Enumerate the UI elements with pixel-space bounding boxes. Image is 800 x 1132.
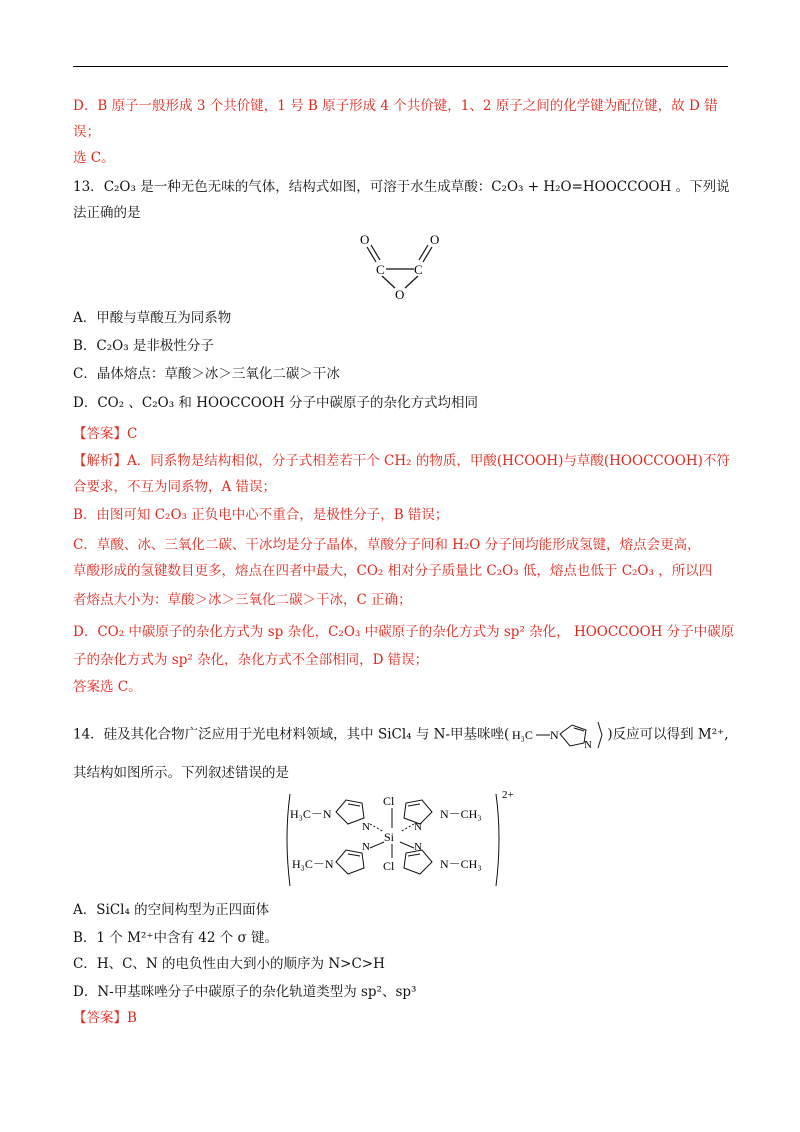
q13-stem-line1 (73, 177, 730, 197)
q13-option-d: D．CO₂ 、C₂O₃ 和 HOOCCOOH 分子中碳原子的杂化方式均相同 (73, 395, 478, 411)
q13-analysis-line1: 【解析】A．同系物是结构相似，分子式相差若干个 CH₂ 的物质，甲酸(HCOOH)与草酸(HOOCCOOH)不符 (73, 453, 730, 469)
q14-option-d: D．N-甲基咪唑分子中碳原子的杂化轨道类型为 sp²、sp³ (73, 984, 417, 1000)
q13-option-c: C．晶体熔点：草酸＞冰＞三氧化二碳＞干冰 (73, 366, 340, 382)
header-rule (73, 66, 728, 67)
n-inner-bl-label: N (362, 841, 370, 853)
q13-stem-text: C₂O₃ 是一种无色无味的气体，结构式如图，可溶于水生成草酸：C₂O₃ + H₂O=HOOCCOOH 。下列说 (103, 179, 730, 195)
q13-analysis-line4: C．草酸、冰、三氧化二碳、干冰均是分子晶体，草酸分子间和 H₂O 分子间均能形成氢键，熔点会更高， (73, 537, 701, 553)
n-inner-br-label: N (414, 841, 422, 853)
c-right-label: C (414, 262, 423, 277)
q14-stem-line1 (73, 720, 729, 750)
q13-analysis-line5: 草酸形成的氢键数目更多，熔点在四者中最大，CO₂ 相对分子质量比 C₂O₃ 低，熔点也低于 C₂O₃ ，所以四 (73, 563, 713, 579)
ligand-bottom-left-label: H₃C－N (292, 857, 334, 871)
q13-analysis-line9: 答案选 C。 (73, 679, 142, 695)
prev-choose: 选 C。 (73, 150, 115, 166)
q14-stem-line2: 其结构如图所示。下列叙述错误的是 (73, 765, 289, 781)
cl-top-label: Cl (383, 794, 395, 808)
imid-n2-label: N (584, 739, 593, 750)
c2o3-structure (350, 226, 450, 304)
q14-answer: 【答案】B (73, 1010, 137, 1026)
n-inner-tr-label: N (414, 821, 422, 833)
n-inner-tl-label: N (362, 821, 370, 833)
q13-analysis-line7: D．CO₂ 中碳原子的杂化方式为 sp 杂化，C₂O₃ 中碳原子的杂化方式为 sp² 杂化， HOOCCOOH 分子中碳原 (73, 624, 735, 640)
n-methylimidazole-structure (510, 720, 606, 750)
m2plus-complex-structure (280, 786, 520, 892)
q14-stem-text-a: 14．硅及其化合物广泛应用于光电材料领域，其中 SiCl₄ 与 N-甲基咪唑( (73, 726, 510, 743)
q14-option-a: A．SiCl₄ 的空间构型为正四面体 (73, 902, 270, 918)
ligand-bottom-right-label: N－CH₃ (440, 857, 482, 871)
q13-option-a: A．甲酸与草酸互为同系物 (73, 310, 232, 326)
q13-analysis-line3: B．由图可知 C₂O₃ 正负电中心不重合，是极性分子，B 错误； (73, 507, 449, 523)
q14-stem-text-b: )反应可以得到 M²⁺, (607, 726, 729, 743)
si-center-label: Si (384, 830, 395, 844)
imid-h3c-label: H₃C (512, 728, 534, 742)
o-bottom-label: O (395, 287, 405, 302)
q14-option-b: B．1 个 M²⁺中含有 42 个 σ 键。 (73, 930, 279, 946)
q13-analysis-line2: 合要求，不互为同系物，A 错误； (73, 479, 277, 495)
complex-charge-label: 2+ (502, 789, 514, 801)
q13-analysis-line6: 者熔点大小为：草酸＞冰＞三氧化二碳＞干冰，C 正确； (73, 592, 412, 608)
q13-answer: 【答案】C (73, 426, 138, 442)
ligand-top-right-label: N－CH₃ (440, 807, 482, 821)
q13-option-b: B．C₂O₃ 是非极性分子 (73, 338, 214, 354)
o-top-left-label: O (360, 232, 370, 247)
prev-option-d-line2: 误； (73, 124, 100, 140)
imid-n1-label: N (550, 728, 559, 742)
prev-option-d-line1: D．B 原子一般形成 3 个共价键，1 号 B 原子形成 4 个共价键，1、2 原子之间的化学键为配位键，故 D 错 (73, 98, 718, 114)
cl-bottom-label: Cl (383, 859, 395, 873)
q14-option-c: C．H、C、N 的电负性由大到小的顺序为 N>C>H (73, 956, 385, 972)
c-left-label: C (376, 262, 385, 277)
o-top-right-label: O (430, 232, 440, 247)
q13-analysis-line8: 子的杂化方式为 sp² 杂化，杂化方式不全部相同，D 错误； (73, 652, 429, 668)
ligand-top-left-label: H₃C－N (290, 807, 332, 821)
q13-stem-line2: 法正确的是 (73, 205, 141, 221)
q13-number: 13． (73, 179, 104, 195)
